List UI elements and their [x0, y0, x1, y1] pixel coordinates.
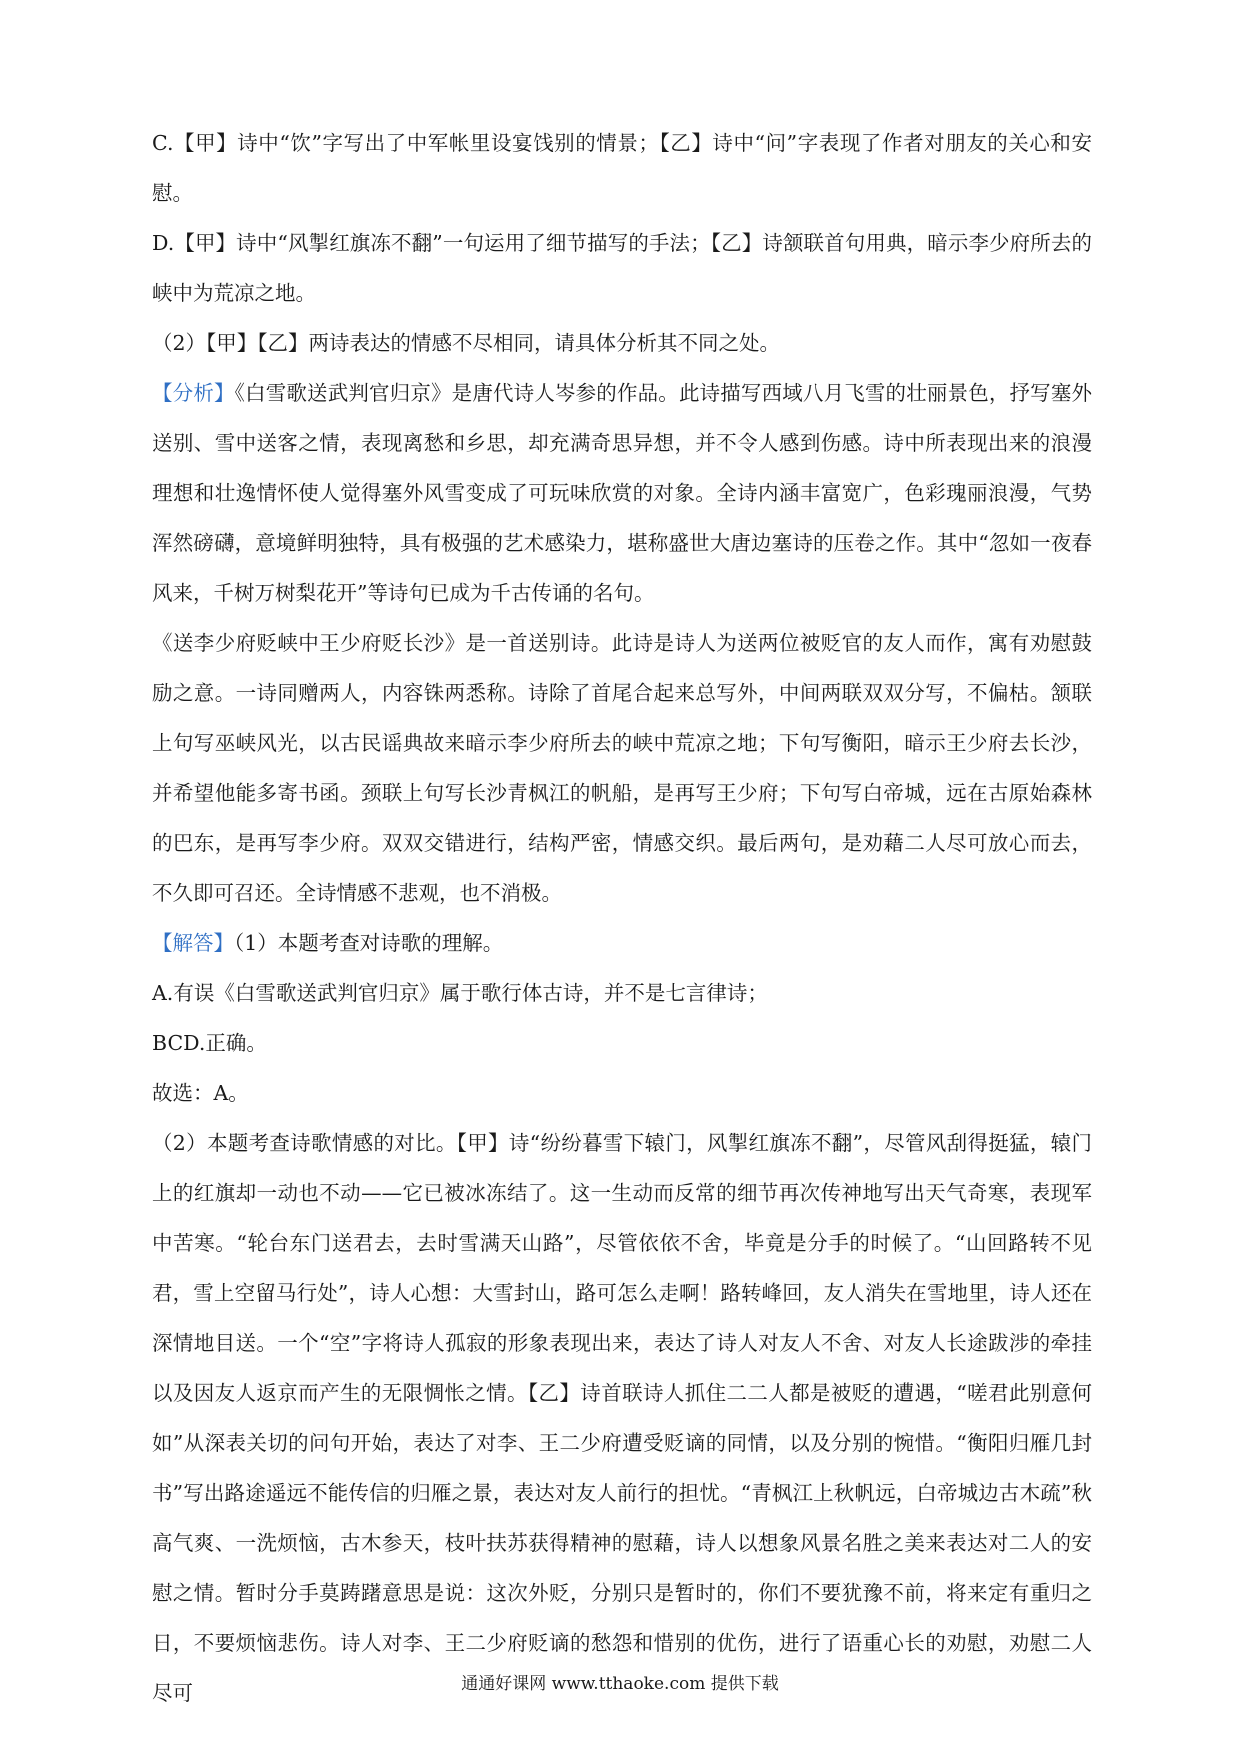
document-body — [152, 118, 1092, 1718]
answer-choice-line: 故选：A。 — [152, 1081, 249, 1105]
answer-q2-paragraph: （2）本题考查诗歌情感的对比。【甲】诗“纷纷暮雪下辕门，风掣红旗冻不翻”，尽管风刮得挺猛，辕门上的红旗却一动也不动——它已被冰冻结了。这一生动而反常的细节再次传神地写出天气奇寒，表现军中苦寒。“轮台东门送君去，去时雪满天山路”，尽管依依不舍，毕竟是分手的时候了。“山回路转不见君，雪上空留马行处”，诗人心想：大雪封山，路可怎么走啊！路转峰回，友人消失在雪地里，诗人还在深情地目送。一个“空”字将诗人孤寂的形象表现出来，表达了诗人对友人不舍、对友人长途跋涉的牵挂以及因友人返京而产生的无限惆怅之情。【乙】诗首联诗人抓住二二人都是被贬的遭遇，“嗟君此别意何如”从深表关切的问句开始，表达了对李、王二少府遭受贬谪的同情，以及分别的惋惜。“衡阳归雁几封书”写出路途遥远不能传信的归雁之景，表达对友人前行的担忧。“青枫江上秋帆远，白帝城边古木疏”秋高气爽、一洗烦恼，古木参天，枝叶扶苏获得精神的慰藉，诗人以想象风景名胜之美来表达对二人的安慰之情。暂时分手莫踌躇意思是说：这次外贬，分别只是暂时的，你们不要犹豫不前，将来定有重归之日，不要烦恼悲伤。诗人对李、王二少府贬谪的愁怨和惜别的优伤，进行了语重心长的劝慰，劝慰二人尽可 — [152, 1131, 1092, 1705]
answer-q1-intro: （1）本题考查对诗歌的理解。 — [234, 931, 504, 955]
analysis-text-1: 《白雪歌送武判官归京》是唐代诗人岑参的作品。此诗描写西域八月飞雪的壮丽景色，抒写塞外送别、雪中送客之情，表现离愁和乡思，却充满奇思异想，并不令人感到伤感。诗中所表现出来的浪漫理想和壮逸情怀使人觉得塞外风雪变成了可玩味欣赏的对象。全诗内涵丰富宽广，色彩瑰丽浪漫，气势浑然磅礴，意境鲜明独特，具有极强的艺术感染力，堪称盛世大唐边塞诗的压卷之作。其中“忽如一夜春风来，千树万树梨花开”等诗句已成为千古传诵的名句。 — [152, 381, 1093, 605]
answer-a-line: A.有误《白雪歌送武判官归京》属于歌行体古诗，并不是七言律诗； — [152, 981, 768, 1005]
question-2: （2）【甲】【乙】两诗表达的情感不尽相同，请具体分析其不同之处。 — [152, 331, 781, 355]
option-d: D.【甲】诗中“风掣红旗冻不翻”一句运用了细节描写的手法；【乙】诗颔联首句用典，暗示李少府所去的峡中为荒凉之地。 — [152, 231, 1092, 305]
analysis-tag: 【分析】 — [152, 381, 235, 405]
analysis-paragraph-1 — [152, 368, 1092, 618]
analysis-paragraph-2: 《送李少府贬峡中王少府贬长沙》是一首送别诗。此诗是诗人为送两位被贬官的友人而作，寓有劝慰鼓励之意。一诗同赠两人，内容铢两悉称。诗除了首尾合起来总写外，中间两联双双分写，不偏枯。颔联上句写巫峡风光，以古民谣典故来暗示李少府所去的峡中荒凉之地；下句写衡阳，暗示王少府去长沙，并希望他能多寄书函。颈联上句写长沙青枫江的帆船，是再写王少府；下句写白帝城，远在古原始森林的巴东，是再写李少府。双双交错进行，结构严密，情感交织。最后两句，是劝藉二人尽可放心而去，不久即可召还。全诗情感不悲观，也不消极。 — [152, 631, 1092, 905]
answer-q1 — [152, 918, 1092, 968]
page-footer: 通通好课网 www.tthaoke.com 提供下载 — [461, 1674, 779, 1694]
answer-tag: 【解答】 — [152, 931, 234, 955]
answer-bcd-line: BCD.正确。 — [152, 1031, 267, 1055]
option-c: C.【甲】诗中“饮”字写出了中军帐里设宴饯别的情景；【乙】诗中“问”字表现了作者对朋友的关心和安慰。 — [152, 131, 1092, 205]
